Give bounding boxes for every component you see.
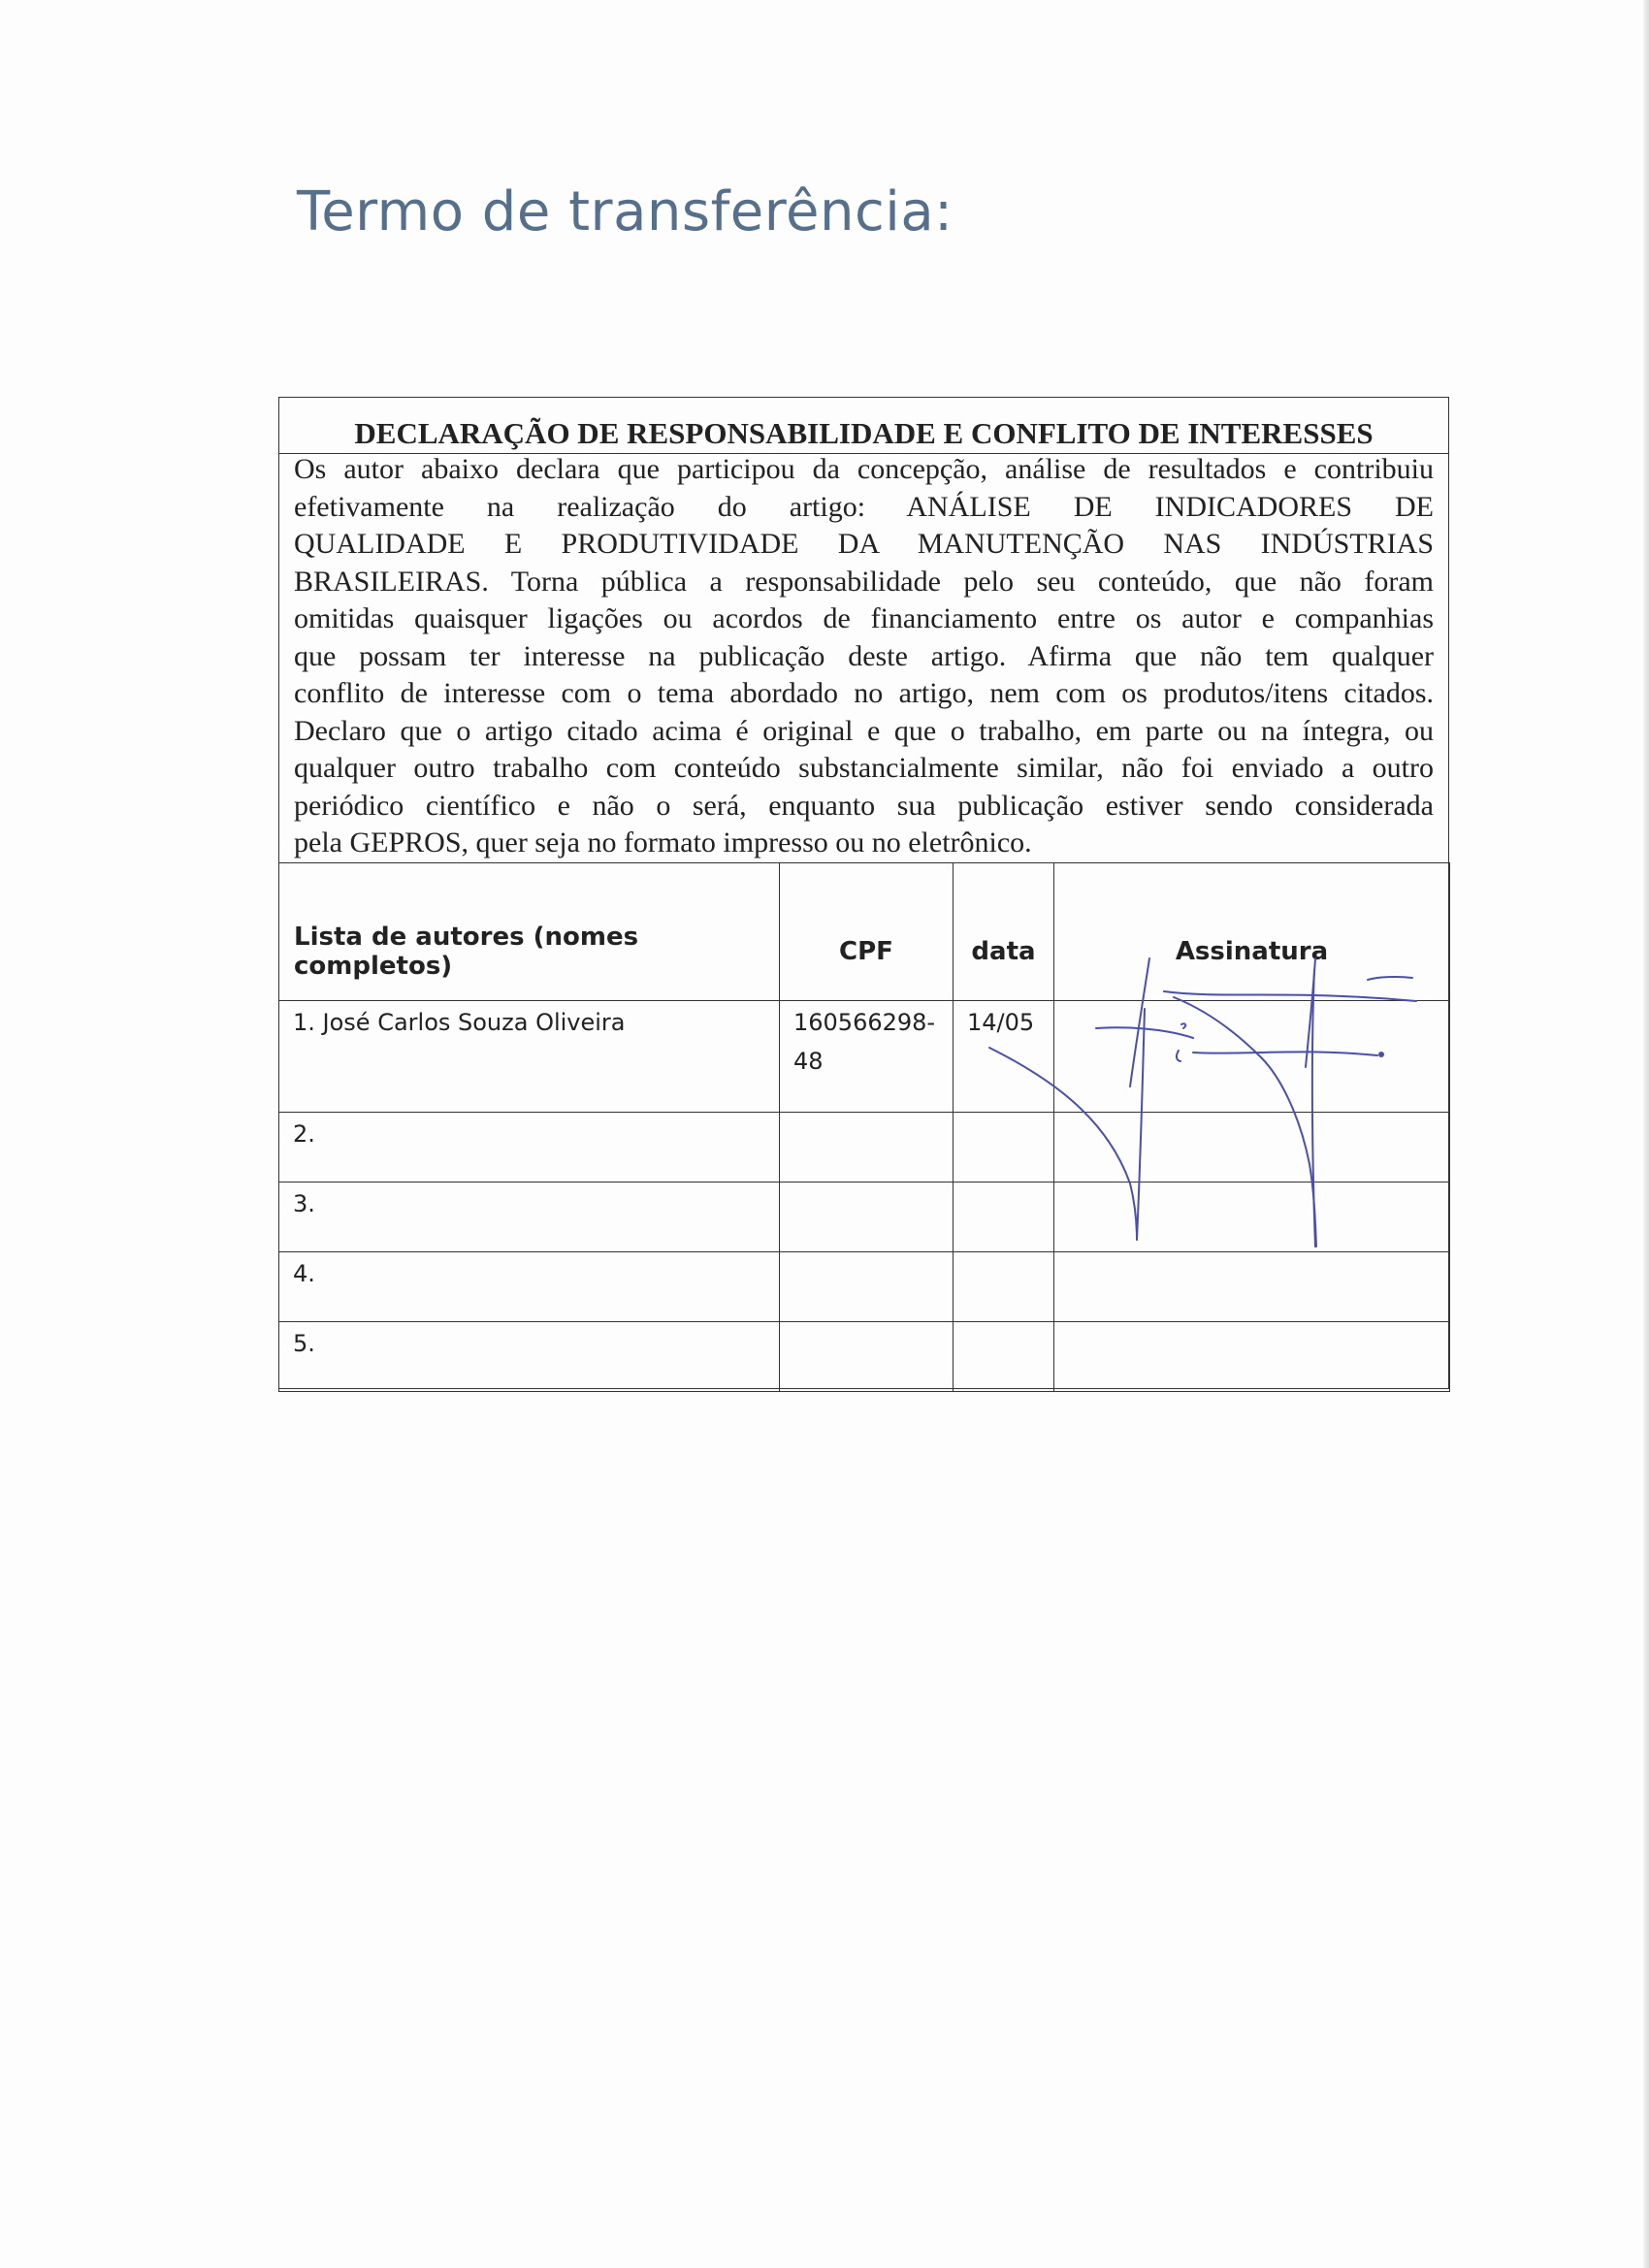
author-name-cell: 3. [279, 1183, 780, 1252]
declaration-line: Declaro que o artigo citado acima é original e que o trabalho, em parte ou na íntegra, ou [294, 714, 1434, 747]
declaration-form [278, 397, 1449, 1389]
header-authors: Lista de autores (nomes completos) [279, 863, 780, 1001]
declaration-line: Os autor abaixo declara que participou da concepção, análise de resultados e contribuiu [294, 453, 1434, 485]
declaration-line: QUALIDADE E PRODUTIVIDADE DA MANUTENÇÃO NAS INDÚSTRIAS [294, 528, 1434, 560]
author-signature-cell [1054, 1252, 1450, 1322]
declaration-body [294, 451, 1434, 862]
author-date-cell [954, 1113, 1054, 1183]
author-cpf-cell [780, 1252, 954, 1322]
author-cpf-cell [780, 1183, 954, 1252]
declaration-line: que possam ter interesse na publicação deste artigo. Afirma que não tem qualquer [294, 639, 1434, 672]
declaration-line: periódico científico e não o será, enquanto sua publicação estiver sendo considerada [294, 789, 1434, 822]
header-signature: Assinatura [1054, 863, 1450, 1001]
page-title: Termo de transferência: [297, 180, 954, 243]
declaration-line: omitidas quaisquer ligações ou acordos de financiamento entre os autor e companhias [294, 602, 1434, 634]
author-signature-cell [1054, 1113, 1450, 1183]
declaration-line: qualquer outro trabalho com conteúdo substancialmente similar, não foi enviado a outro [294, 752, 1434, 784]
declaration-line: efetivamente na realização do artigo: ANÁLISE DE INDICADORES DE [294, 490, 1434, 523]
table-row [279, 1322, 1450, 1392]
table-row [279, 1183, 1450, 1252]
table-row [279, 1113, 1450, 1183]
scan-edge-shadow [1643, 0, 1649, 2268]
table-row [279, 1001, 1450, 1113]
declaration-line: conflito de interesse com o tema abordado no artigo, nem com os produtos/itens citados. [294, 677, 1434, 709]
header-date: data [954, 863, 1054, 1001]
author-name-cell: 2. [279, 1113, 780, 1183]
author-date-cell [954, 1322, 1054, 1392]
header-cpf: CPF [780, 863, 954, 1001]
declaration-heading: DECLARAÇÃO DE RESPONSABILIDADE E CONFLITO DE INTERESSES [279, 398, 1448, 454]
table-row [279, 1252, 1450, 1322]
author-name-cell: 5. [279, 1322, 780, 1392]
declaration-line: BRASILEIRAS. Torna pública a responsabilidade pelo seu conteúdo, que não foram [294, 565, 1434, 598]
authors-table [278, 862, 1450, 1392]
author-date-cell [954, 1183, 1054, 1252]
author-cpf-cell [780, 1113, 954, 1183]
declaration-line: pela GEPROS, quer seja no formato impresso ou no eletrônico. [294, 826, 1032, 859]
author-signature-cell [1054, 1183, 1450, 1252]
author-date-cell [954, 1252, 1054, 1322]
author-signature-cell [1054, 1001, 1450, 1113]
author-cpf-cell [780, 1322, 954, 1392]
author-signature-cell [1054, 1322, 1450, 1392]
author-date-cell: 14/05 [954, 1001, 1054, 1113]
table-header-row [279, 863, 1450, 1001]
author-cpf-cell: 160566298-48 [780, 1001, 954, 1113]
author-name-cell: 1. José Carlos Souza Oliveira [279, 1001, 780, 1113]
author-name-cell: 4. [279, 1252, 780, 1322]
